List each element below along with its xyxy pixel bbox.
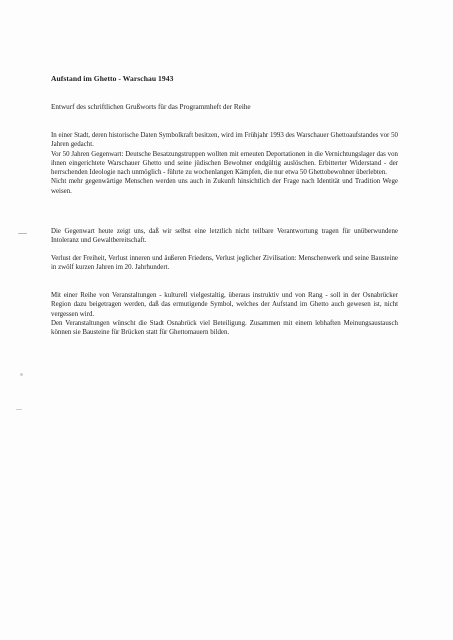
paragraph-block-3 xyxy=(51,254,398,273)
scan-mark xyxy=(20,373,23,376)
paragraph: Die Gegenwart heute zeigt uns, daß wir selbst eine letztlich nicht teilbare Verantwortung tragen für unüberwundene Intoleranz und Gewaltbereitschaft. xyxy=(51,228,398,245)
paragraph: Nicht mehr gegenwärtige Menschen werden uns auch in Zukunft hinsichtlich der Frage nach Identität und Tradition Wege weisen. xyxy=(51,178,398,195)
paragraph: Verlust der Freiheit, Verlust inneren und äußeren Friedens, Verlust jeglicher Zivilisation: Menschenwerk und seine Bausteine in zwölf kurzen Jahren im 20. Jahrhundert. xyxy=(51,255,398,272)
document-subtitle: Entwurf des schriftlichen Grußworts für das Programmheft der Reihe xyxy=(51,103,251,111)
paragraph: Vor 50 Jahren Gegenwart: Deutsche Besatzungstruppen wollten mit erneuten Deportationen in die Vernichtungslager das von ihnen eingerichtete Warschauer Ghetto und seine jüdischen Bewohner endgültig auslöschen. Erbitterter Widerstand - der herrschenden Ideologie nach unmöglich - führte zu wochenlangen Kämpfen, die nur etwa 50 Ghettobewohner überlebten. xyxy=(51,150,398,177)
paragraph: Mit einer Reihe von Veranstaltungen - kulturell vielgestaltig, überaus instruktiv und von Rang - soll in der Osnabrücker Region dazu beigetragen werden, daß das ermutigende Symbol, welches der Aufstand im Ghetto auch gewesen ist, nicht vergessen wird. xyxy=(51,292,398,318)
paragraph-block-4 xyxy=(51,291,398,337)
document-title: Aufstand im Ghetto - Warschau 1943 xyxy=(51,74,174,83)
paragraph-block-1 xyxy=(51,131,398,196)
scan-mark xyxy=(16,409,22,410)
scan-mark xyxy=(18,233,27,234)
paragraph-block-2 xyxy=(51,227,398,246)
paragraph: In einer Stadt, deren historische Daten Symbolkraft besitzen, wird im Frühjahr 1993 des Warschauer Ghettoaufstandes vor 50 Jahren gedacht. xyxy=(51,132,398,149)
paragraph: Den Veranstaltungen wünscht die Stadt Osnabrück viel Beteiligung. Zusammen mit einem lebhaften Meinungsaustausch können sie Bausteine für Brücken statt für Ghettomauern bilden. xyxy=(51,319,398,337)
